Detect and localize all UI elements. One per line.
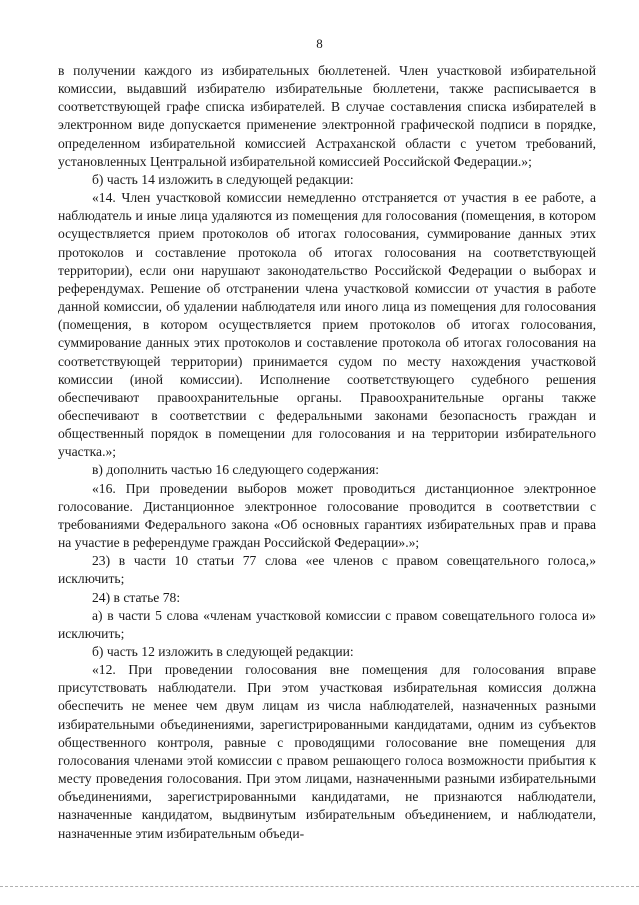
document-body xyxy=(58,62,596,843)
paragraph: б) часть 14 изложить в следующей редакции: xyxy=(92,171,354,187)
paragraph: а) в части 5 слова «членам участковой комиссии с правом совещательного голоса и» исключить; xyxy=(58,607,596,641)
paragraph: в) дополнить частью 16 следующего содержания: xyxy=(92,462,380,478)
scan-edge-line xyxy=(0,886,639,887)
paragraph: «14. Член участковой комиссии немедленно отстраняется от участия в ее работе, а наблюдатель и иные лица удаляются из помещения для голосования (помещения, в котором осуществляется прием протоколов об итогах голосования, суммирование данных этих протоколов и составление протокола об итогах голосования на соответствующей территории), если они нарушают законодательство Российской Федерации о выборах и референдумах. Решение об отстранении члена участковой комиссии от участия в работе данной комиссии, об удалении наблюдателя или иного лица из помещения для голосования (помещения, в котором осуществляется прием протоколов об итогах голосования, суммирование данных этих протоколов и составление протокола об итогах голосования на соответствующей территории) принимается судом по месту нахождения участковой комиссии (иной комиссии). Исполнение соответствующего судебного решения обеспечивают правоохранительные органы. Правоохранительные органы также обеспечивают в соответствии с федеральными законами безопасность граждан и общественный порядок в помещении для голосования и на территории избирательного участка.»; xyxy=(58,190,596,460)
page-number: 8 xyxy=(316,36,323,51)
paragraph: в получении каждого из избирательных бюллетеней. Член участковой избирательной комиссии, выдавший избирателю избирательные бюллетени, также расписывается в соответствующей графе списка избирателей. В случае составления списка избирателей в электронном виде допускается применение электронной графической подписи в порядке, определенном избирательной комиссией Астраханской области с учетом требований, установленных Центральной избирательной комиссией Российской Федерации.»; xyxy=(58,63,596,169)
paragraph: «16. При проведении выборов может проводиться дистанционное электронное голосование. Дистанционное электронное голосование проводится в соответствии с требованиями Федерального закона «Об основных гарантиях избирательных прав и права на участие в референдуме граждан Российской Федерации».»; xyxy=(58,480,596,551)
paragraph: 23) в части 10 статьи 77 слова «ее членов с правом совещательного голоса,» исключить; xyxy=(58,553,596,587)
paragraph: 24) в статье 78: xyxy=(92,589,181,605)
paragraph: «12. При проведении голосования вне помещения для голосования вправе присутствовать наблюдатели. При этом участковая избирательная комиссия должна обеспечить не менее чем двум лицам из числа наблюдателей, назначенных разными избирательными объединениями, зарегистрированными кандидатами, одним из субъектов общественного контроля, равные с проводящими голосование вне помещения для голосования членами этой комиссии с правом решающего голоса возможности прибытия к месту проведения голосования. При этом лицами, назначенными разными избирательными объединениями, зарегистрированными кандидатами, не признаются наблюдатели, назначенные кандидатом, выдвинутым избирательным объединением, и наблюдатели, назначенные этим избирательным объеди- xyxy=(58,662,596,841)
paragraph: б) часть 12 изложить в следующей редакции: xyxy=(92,644,354,659)
